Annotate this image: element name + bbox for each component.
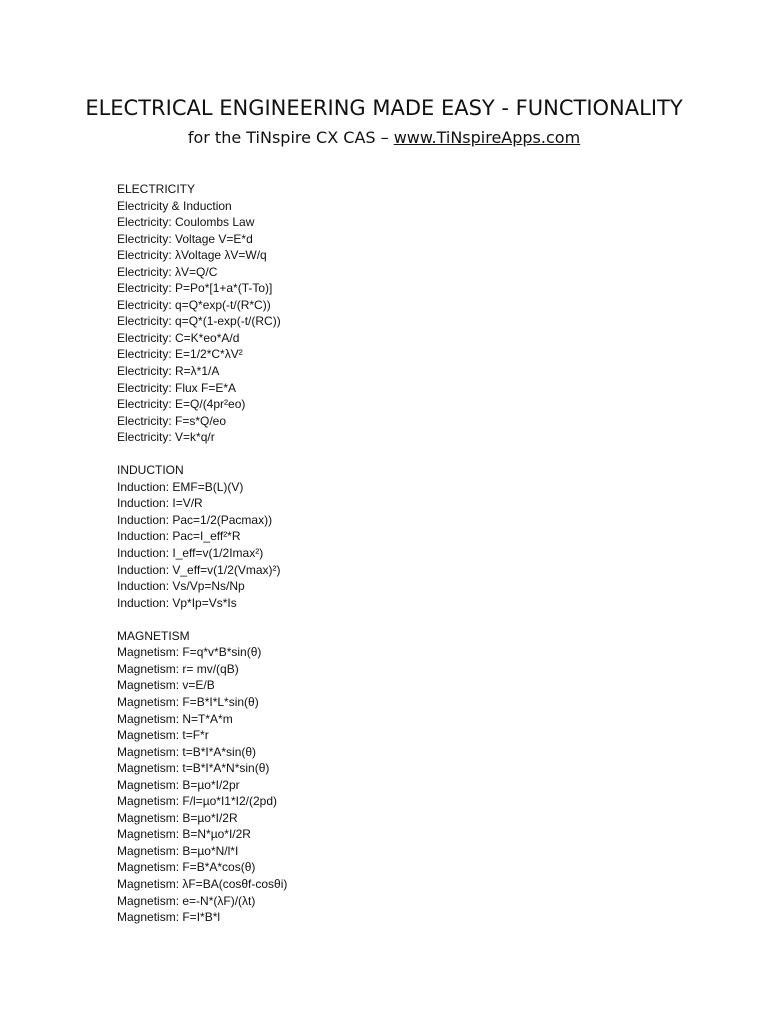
list-item: Electricity: C=K*eo*A/d	[117, 330, 240, 345]
list-item: Induction: Vs/Vp=Ns/Np	[117, 579, 245, 594]
list-item: Induction: V_eff=v(1/2(Vmax)²)	[117, 562, 281, 577]
list-item: Magnetism: t=B*I*A*N*sin(θ)	[117, 761, 270, 776]
list-item: Induction: Pac=1/2(Pacmax))	[117, 512, 273, 527]
list-item: Induction: I_eff=v(1/2Imax²)	[117, 546, 264, 561]
website-link[interactable]: www.TiNspireApps.com	[393, 128, 581, 147]
list-item: Electricity: R=λ*1/A	[117, 364, 220, 379]
formula-list	[117, 181, 287, 926]
list-item: Magnetism: F=B*I*L*sin(θ)	[117, 694, 259, 709]
list-item: Magnetism: t=B*I*A*sin(θ)	[117, 744, 257, 759]
list-item: Magnetism: F=q*v*B*sin(θ)	[117, 645, 262, 660]
list-item: Electricity: F=s*Q/eo	[117, 413, 227, 428]
list-item: Magnetism: F/l=µo*I1*I2/(2pd)	[117, 794, 277, 809]
list-item: Magnetism: N=T*A*m	[117, 711, 233, 726]
list-item: Electricity: E=Q/(4pr²eo)	[117, 397, 246, 412]
list-item: Electricity: P=Po*[1+a*(T-To)]	[117, 281, 273, 296]
section-heading: ELECTRICITY	[117, 182, 196, 196]
list-item: Induction: Pac=I_eff²*R	[117, 529, 241, 544]
list-item: Magnetism: t=F*r	[117, 728, 209, 743]
list-item: Electricity: Flux F=E*A	[117, 380, 237, 395]
list-item: Induction: EMF=B(L)(V)	[117, 479, 244, 494]
section-heading: INDUCTION	[117, 463, 184, 478]
list-item: Magnetism: B=µo*I/2pr	[117, 777, 240, 792]
list-item: Electricity: Coulombs Law	[117, 215, 255, 230]
list-item: Electricity: q=Q*exp(-t/(R*C))	[117, 297, 271, 312]
section-electricity	[117, 181, 287, 446]
list-item: Magnetism: F=B*A*cos(θ)	[117, 860, 256, 875]
list-item: Electricity & Induction	[117, 198, 232, 213]
list-item: Magnetism: B=µo*N/l*I	[117, 843, 239, 858]
list-item: Magnetism: B=N*µo*I/2R	[117, 827, 251, 842]
list-item: Electricity: λVoltage λV=W/q	[117, 248, 267, 263]
section-magnetism	[117, 628, 287, 926]
list-item: Magnetism: F=I*B*l	[117, 910, 221, 925]
page-title: ELECTRICAL ENGINEERING MADE EASY - FUNCTIONALITY	[85, 96, 683, 120]
list-item: Induction: Vp*Ip=Vs*Is	[117, 595, 237, 610]
list-item: Electricity: E=1/2*C*λV²	[117, 347, 243, 362]
list-item: Magnetism: e=-N*(λF)/(λt)	[117, 893, 256, 908]
section-heading: MAGNETISM	[117, 628, 190, 643]
list-item: Magnetism: r= mv/(qB)	[117, 661, 239, 676]
list-item: Electricity: λV=Q/C	[117, 264, 218, 279]
list-item: Magnetism: λF=BA(cosθf-cosθi)	[117, 876, 288, 891]
list-item: Induction: I=V/R	[117, 496, 203, 511]
list-item: Electricity: Voltage V=E*d	[117, 231, 253, 246]
list-item: Magnetism: v=E/B	[117, 678, 215, 693]
page-subtitle	[0, 125, 768, 151]
subtitle-text: for the TiNspire CX CAS –	[187, 128, 394, 147]
section-induction	[117, 462, 287, 611]
list-item: Magnetism: B=µo*I/2R	[117, 810, 238, 825]
list-item: Electricity: q=Q*(1-exp(-t/(RC))	[117, 314, 281, 329]
list-item: Electricity: V=k*q/r	[117, 430, 215, 445]
